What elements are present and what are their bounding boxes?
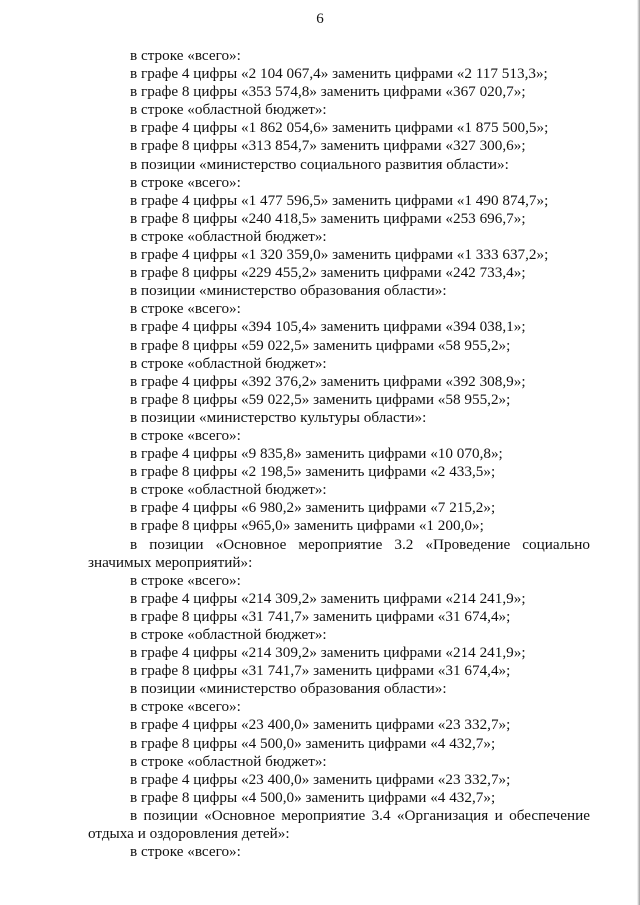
text-line: в строке «всего»: [130, 173, 241, 191]
text-line: в строке «областной бюджет»: [130, 101, 327, 119]
text-line: в графе 4 цифры «394 105,4» заменить цифрами «394 038,1»; [130, 318, 526, 336]
text-line: в графе 4 цифры «1 477 596,5» заменить цифрами «1 490 874,7»; [130, 191, 549, 209]
text-line: в графе 8 цифры «4 500,0» заменить цифрами «4 432,7»; [130, 788, 496, 806]
text-line: в строке «областной бюджет»: [130, 752, 327, 770]
text-line: в графе 4 цифры «9 835,8» заменить цифрами «10 070,8»; [130, 445, 503, 463]
text-line: в строке «всего»: [130, 843, 241, 861]
text-line: в графе 8 цифры «59 022,5» заменить цифрами «58 955,2»; [130, 336, 511, 354]
text-line: в строке «областной бюджет»: [130, 626, 327, 643]
text-line: в графе 4 цифры «214 309,2» заменить цифрами «214 241,9»; [130, 589, 526, 607]
text-line: в графе 8 цифры «59 022,5» заменить цифрами «58 955,2»; [130, 390, 511, 408]
text-line: в графе 8 цифры «965,0» заменить цифрами «1 200,0»; [130, 517, 484, 535]
text-line: в строке «всего»: [130, 571, 241, 589]
text-paragraph: в позиции «Основное мероприятие 3.2 «Проведение социально значимых мероприятий»: [88, 535, 590, 571]
text-line: в позиции «министерство образования области»: [130, 282, 447, 300]
text-line: в графе 4 цифры «214 309,2» заменить цифрами «214 241,9»; [130, 644, 526, 662]
text-line: в графе 4 цифры «1 320 359,0» заменить цифрами «1 333 637,2»; [130, 246, 549, 264]
text-line: в позиции «министерство социального развития области»: [130, 155, 509, 173]
text-line: в графе 4 цифры «2 104 067,4» заменить цифрами «2 117 513,3»; [130, 65, 548, 83]
page-number: 6 [316, 11, 324, 27]
text-line: в графе 4 цифры «23 400,0» заменить цифрами «23 332,7»; [130, 770, 511, 788]
text-paragraph: в позиции «Основное мероприятие 3.4 «Организация и обеспечение отдыха и оздоровления детей»: [88, 806, 590, 843]
text-line: в строке «всего»: [130, 300, 241, 318]
text-line: в графе 4 цифры «23 400,0» заменить цифрами «23 332,7»; [130, 716, 511, 734]
text-line: в графе 4 цифры «1 862 054,6» заменить цифрами «1 875 500,5»; [130, 119, 549, 137]
text-line: в графе 8 цифры «313 854,7» заменить цифрами «327 300,6»; [130, 137, 526, 155]
text-line: в графе 8 цифры «229 455,2» заменить цифрами «242 733,4»; [130, 264, 526, 282]
text-line: в графе 8 цифры «240 418,5» заменить цифрами «253 696,7»; [130, 209, 526, 227]
text-line: в графе 4 цифры «392 376,2» заменить цифрами «392 308,9»; [130, 372, 526, 390]
text-line: в графе 8 цифры «31 741,7» заменить цифрами «31 674,4»; [130, 607, 511, 625]
text-line: в графе 8 цифры «4 500,0» заменить цифрами «4 432,7»; [130, 734, 496, 752]
text-line: в строке «всего»: [130, 698, 241, 716]
text-line: в позиции «министерство образования области»: [130, 680, 447, 698]
text-line: в позиции «министерство культуры области»: [130, 408, 427, 426]
document-body [88, 47, 590, 861]
text-line: в графе 8 цифры «353 574,8» заменить цифрами «367 020,7»; [130, 83, 526, 101]
text-line: в графе 4 цифры «6 980,2» заменить цифрами «7 215,2»; [130, 499, 496, 517]
text-line: в графе 8 цифры «31 741,7» заменить цифрами «31 674,4»; [130, 662, 511, 680]
text-line: в строке «всего»: [130, 47, 241, 64]
text-line: в строке «областной бюджет»: [130, 227, 327, 245]
text-line: в строке «областной бюджет»: [130, 481, 327, 499]
text-line: в графе 8 цифры «2 198,5» заменить цифрами «2 433,5»; [130, 463, 496, 481]
text-line: в строке «всего»: [130, 426, 241, 444]
text-line: в строке «областной бюджет»: [130, 354, 327, 372]
